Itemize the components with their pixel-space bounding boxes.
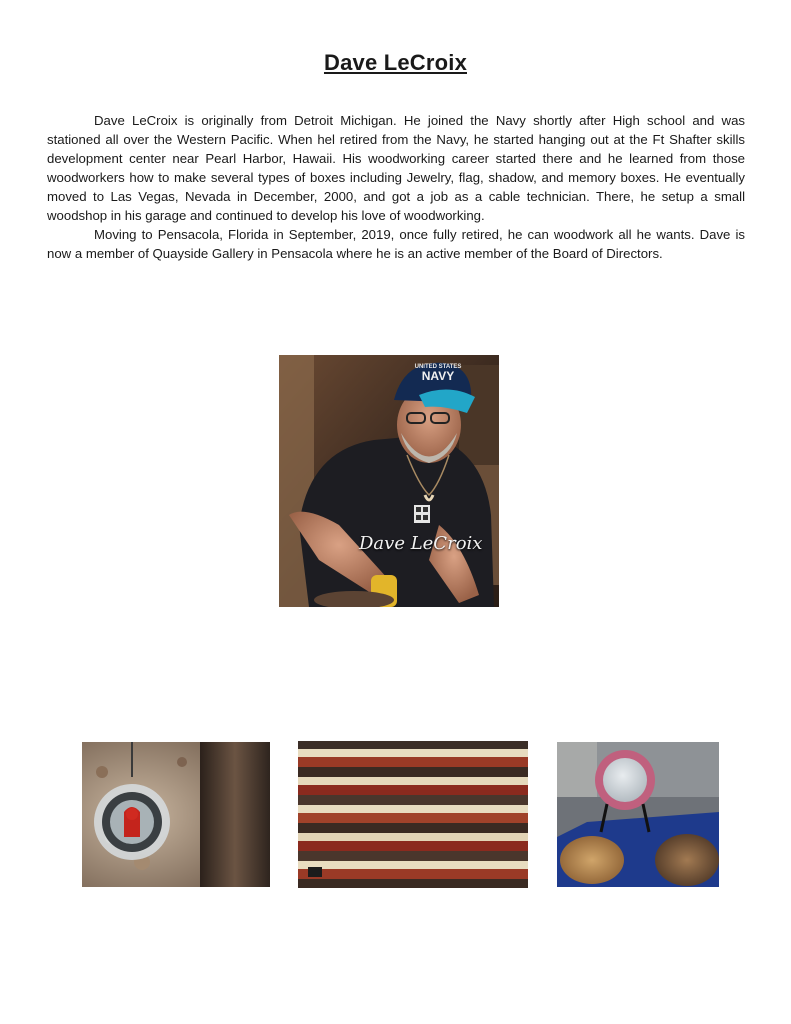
bio-paragraph-2: Moving to Pensacola, Florida in September, 2019, once fully retired, he can woodwork all he wants. Dave is now a member of Quayside Gallery in Pensacola where he is an active member of the Board of Directors.	[47, 227, 745, 261]
portrait-cap-text: NAVY	[421, 369, 455, 383]
ornament-image	[82, 742, 270, 887]
cutting-board-photo	[298, 741, 528, 888]
bio-text	[47, 111, 745, 263]
portrait-cap-top-text: UNITED STATES	[414, 364, 462, 370]
portrait-cap-badge	[399, 363, 477, 381]
ornament-photo	[82, 742, 270, 887]
bio-paragraph-1: Dave LeCroix is originally from Detroit Michigan. He joined the Navy shortly after High school and was stationed all over the Western Pacific. When hel retired from the Navy, he started hanging out at the Ft Shafter skills development center near Pearl Harbor, Hawaii. His woodworking career started there and he learned from those woodworkers how to make several types of boxes including Jewelry, flag, shadow, and memory boxes. He eventually moved to Las Vegas, Nevada in December, 2000, and got a job as a cable technician. There, he setup a small woodshop in his garage and continued to develop his love of woodworking.	[47, 113, 745, 223]
mirror-image	[557, 742, 719, 887]
portrait-caption: Dave LeCroix	[359, 533, 483, 554]
page-title: Dave LeCroix	[323, 50, 467, 75]
portrait-photo	[279, 355, 499, 607]
portrait-image	[279, 355, 499, 607]
mirror-photo	[557, 742, 719, 887]
cutting-board-image	[298, 741, 528, 888]
